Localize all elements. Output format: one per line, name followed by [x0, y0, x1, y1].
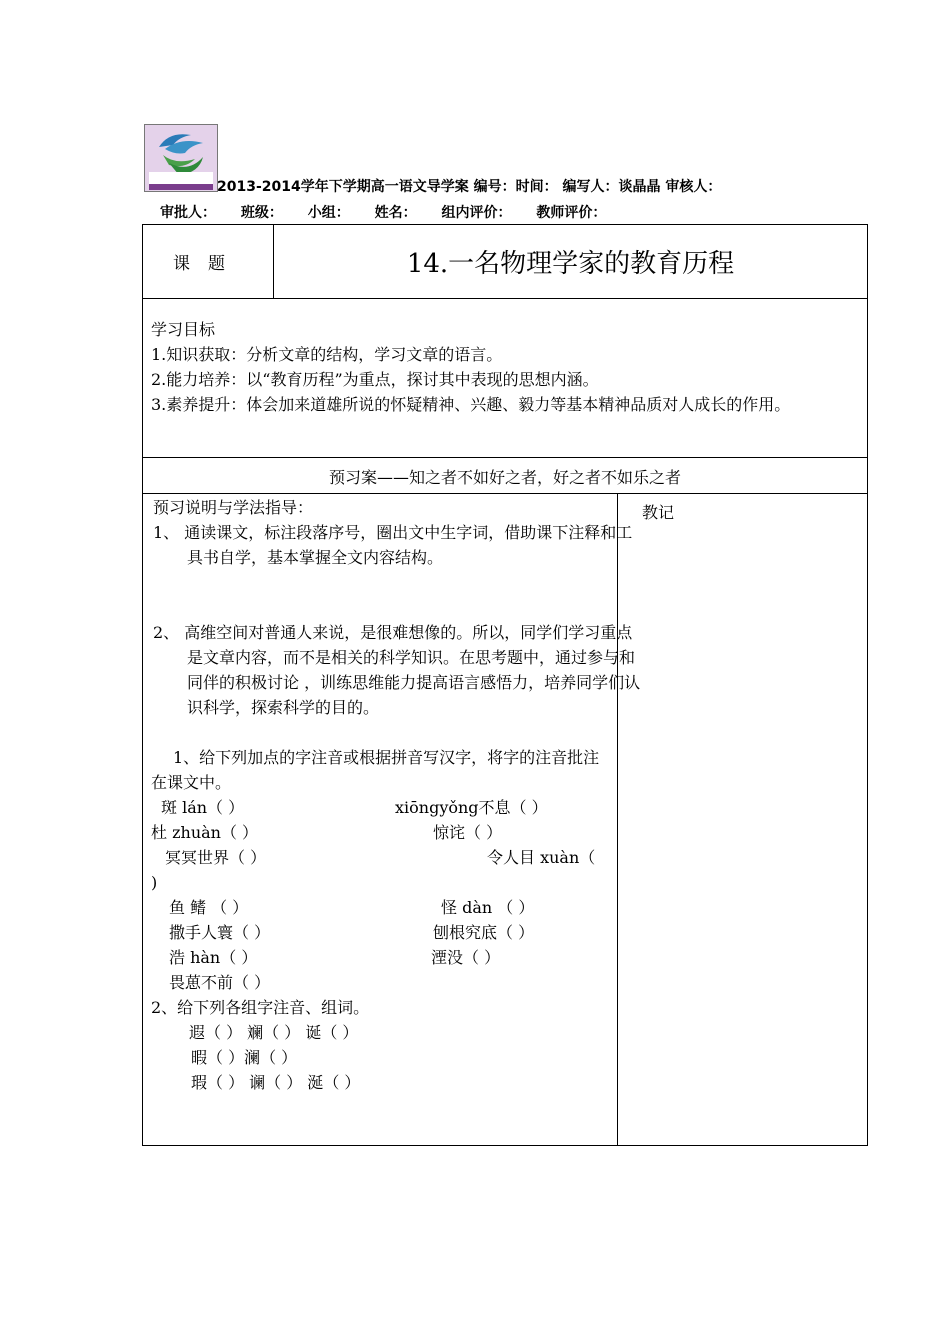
word-item: 刨根究底（ ） — [433, 923, 535, 942]
notes-column — [618, 494, 867, 1146]
teacher-eval-label: 教师评价： — [536, 205, 607, 221]
word-item: 冥冥世界（ ） — [165, 848, 267, 867]
goal-item: 2.能力培养：以“教育历程”为重点，探讨其中表现的思想内涵。 — [151, 370, 599, 389]
word-item: 惊诧（ ） — [433, 823, 503, 842]
char-group: 瑕（ ） 谰（ ） 涎（ ） — [191, 1073, 361, 1092]
char-group: 暇（ ）澜（ ） — [191, 1048, 298, 1067]
word-item: 鱼 鳍 （ ） — [169, 898, 249, 917]
word-item: 畏葸不前（ ） — [169, 973, 271, 992]
guide-item-2: 2、 高维空间对普通人来说，是很难想像的。所以，同学们学习重点是文章内容，而不是相关的科学知识。在思考题中，通过参与和同伴的积极讨论 ，训练思维能力提高语言感悟力，培养同学们认识科学，探索科学的目的。 — [153, 623, 641, 717]
lesson-label: 课题 — [143, 225, 274, 298]
goals-section — [143, 299, 867, 458]
word-item: 湮没（ ） — [431, 948, 501, 967]
word-item: xiōngyǒng不息（ ） — [395, 798, 548, 817]
word-item: ) — [151, 873, 158, 892]
header-line-2 — [160, 202, 626, 222]
class-label: 班级： — [240, 205, 283, 221]
group-label: 小组： — [307, 205, 350, 221]
group-eval-label: 组内评价： — [441, 205, 512, 221]
word-item: 浩 hàn（ ） — [169, 948, 258, 967]
guide-column — [143, 494, 641, 1146]
exercise-2-instruction: 2、给下列各组字注音、组词。 — [151, 998, 370, 1017]
title-row — [143, 225, 867, 299]
guide-item-1: 1、 通读课文，标注段落序号，圈出文中生字词，借助课下注释和工具书自学，基本掌握全文内容结构。 — [153, 523, 633, 567]
exercise-1-instruction: 1、给下列加点的字注音或根据拼音写汉字，将字的注音批注在课文中。 — [151, 748, 600, 792]
guide-heading: 预习说明与学法指导： — [153, 498, 314, 517]
header-line-1: 2013-2014学年下学期高一语文导学案 编号：时间： 编写人：谈晶晶 审核人： — [217, 179, 722, 195]
preview-title: 预习案——知之者不如好之者，好之者不如乐之者 — [143, 459, 867, 494]
notes-label: 教记 — [642, 503, 675, 522]
goals-heading: 学习目标 — [151, 320, 216, 339]
char-group: 遐（ ） 斓（ ） 诞（ ） — [189, 1023, 359, 1042]
name-label: 姓名： — [374, 205, 417, 221]
word-item: 杜 zhuàn（ ） — [151, 823, 259, 842]
word-item: 斑 lán（ ） — [161, 798, 245, 817]
word-item: 撒手人寰（ ） — [169, 923, 271, 942]
goal-item: 1.知识获取：分析文章的结构，学习文章的语言。 — [151, 345, 503, 364]
word-item: 怪 dàn （ ） — [441, 898, 535, 917]
worksheet-table — [142, 224, 868, 1146]
goal-item: 3.素养提升：体会加来道雄所说的怀疑精神、兴趣、毅力等基本精神品质对人成长的作用。 — [151, 395, 791, 414]
lesson-title: 14.一名物理学家的教育历程 — [406, 249, 735, 279]
approver-label: 审批人： — [160, 205, 216, 221]
school-logo — [144, 124, 218, 192]
word-item: 令人目 xuàn（ — [487, 848, 596, 867]
